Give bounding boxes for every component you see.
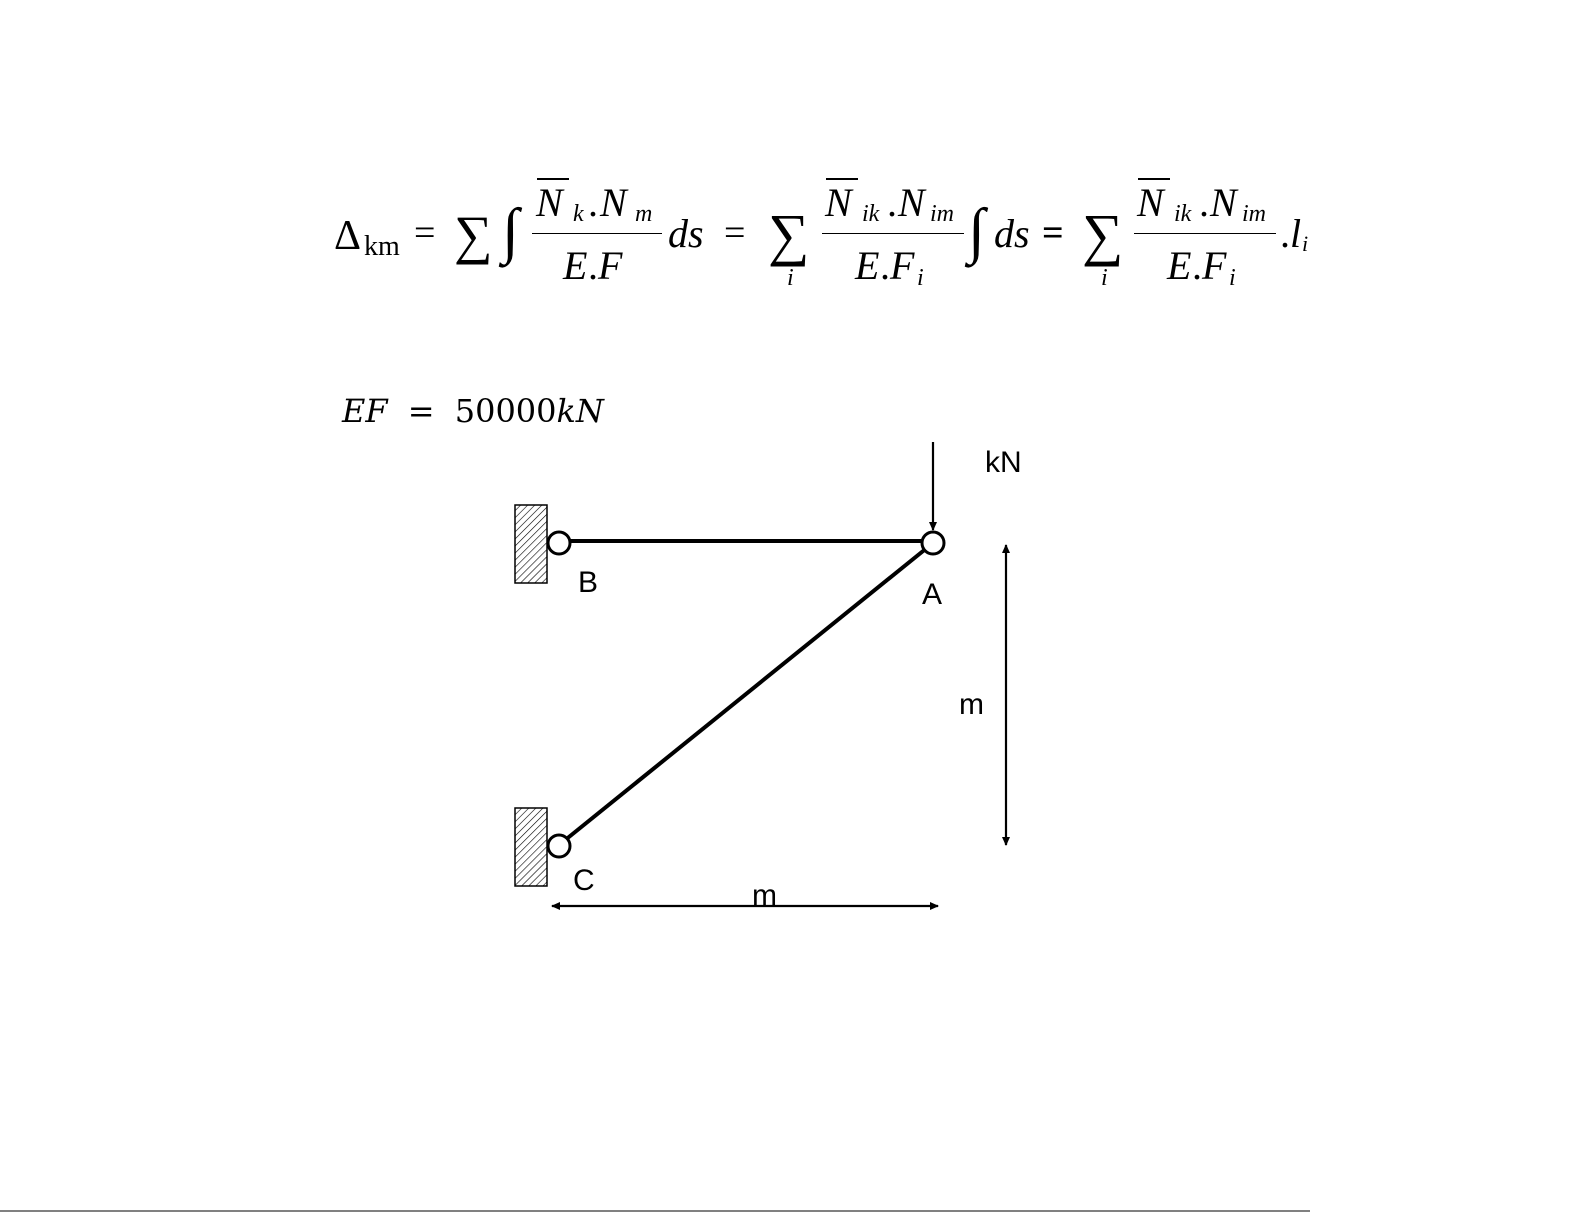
ds: ds (994, 211, 1030, 256)
f-symbol: F (1202, 243, 1227, 288)
sum-symbol: ∑ (1082, 202, 1124, 267)
e-symbol: E (563, 243, 588, 288)
equals-sign: = (1042, 212, 1064, 254)
equals-sign: = (407, 392, 435, 430)
subscript-ik: ik (862, 201, 880, 227)
dot: . (887, 180, 897, 225)
vertical-dimension-label: m (959, 688, 984, 721)
wall-support-c (515, 808, 547, 886)
subscript-i: i (787, 265, 794, 291)
hinge-a (922, 532, 944, 554)
sum-symbol: ∑ (454, 205, 493, 265)
n-bar: N (825, 180, 852, 225)
subscript-im: im (1242, 201, 1266, 227)
ds: ds (668, 211, 704, 256)
integral-symbol: ∫ (502, 197, 519, 265)
horizontal-dimension-label: m (752, 879, 777, 912)
wall-support-b (515, 505, 547, 583)
subscript-i: i (1302, 231, 1309, 256)
dot: . (588, 243, 598, 288)
node-label-c: C (573, 864, 595, 897)
integral-symbol: ∫ (968, 197, 985, 265)
sum-symbol: ∑ (768, 202, 810, 267)
subscript-im: im (930, 201, 954, 227)
subscript-m: m (635, 201, 653, 227)
subscript-i: i (1229, 265, 1236, 291)
n-bar: N (1137, 180, 1164, 225)
dot: . (880, 243, 890, 288)
hinge-b (548, 532, 570, 554)
subscript-k: k (573, 201, 584, 227)
ef-unit: kN (556, 392, 604, 430)
dot: . (588, 180, 598, 225)
f-symbol: F (890, 243, 915, 288)
dot: . (1192, 243, 1202, 288)
n-im: N (1210, 180, 1237, 225)
n-m: N (600, 180, 627, 225)
e-symbol: E (1167, 243, 1192, 288)
ef-value: 50000 (454, 392, 557, 430)
load-unit-label: kN (985, 446, 1022, 479)
subscript-i: i (1101, 265, 1108, 291)
equals-sign: = (414, 212, 436, 254)
delta-subscript: km (364, 231, 400, 262)
node-label-b: B (578, 566, 599, 599)
delta-symbol: Δ (334, 213, 362, 259)
hinge-c (548, 835, 570, 857)
n-bar: N (536, 180, 563, 225)
subscript-ik: ik (1174, 201, 1192, 227)
subscript-i: i (917, 265, 924, 291)
member-ac (559, 543, 933, 845)
ef-label: EF (342, 392, 388, 430)
f-symbol: F (598, 243, 623, 288)
e-symbol: E (855, 243, 880, 288)
node-label-a: A (922, 578, 943, 611)
dot: . (1199, 180, 1209, 225)
l-symbol: l (1290, 211, 1302, 256)
dot: . (1280, 211, 1290, 256)
equals-sign: = (724, 212, 746, 254)
n-im: N (898, 180, 925, 225)
